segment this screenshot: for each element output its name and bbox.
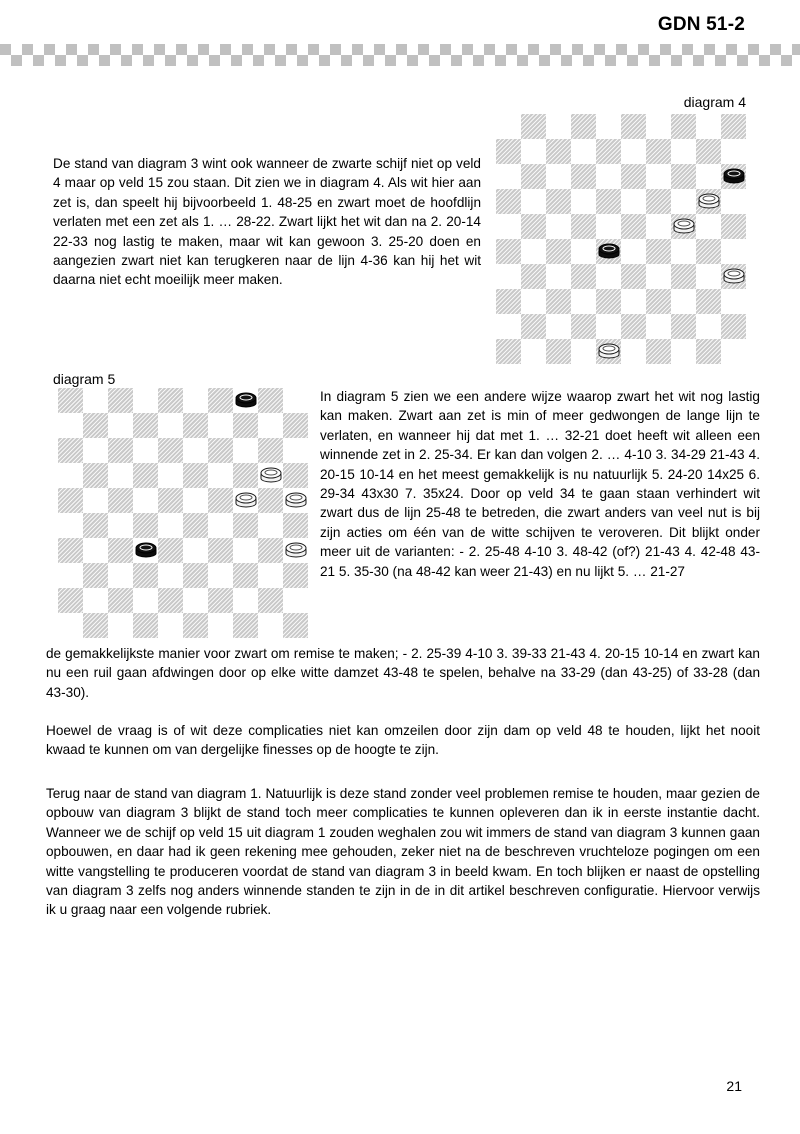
board-square-light: [83, 438, 108, 463]
board-square-dark: [596, 139, 621, 164]
white-piece: [598, 343, 619, 360]
board-square-dark: [671, 164, 696, 189]
board-square-light: [646, 264, 671, 289]
diagram-4-caption: diagram 4: [683, 94, 746, 110]
board-square-light: [596, 114, 621, 139]
board-square-light: [496, 264, 521, 289]
board-square-light: [233, 388, 258, 413]
board-square-light: [696, 314, 721, 339]
board-square-dark: [133, 613, 158, 638]
board-square-dark: [721, 114, 746, 139]
paragraph-closing: Terug naar de stand van diagram 1. Natuurlijk is deze stand zonder veel problemen remise te houden, maar gezien de opbouw van diagram 3 blijkt de stand toch meer complicaties te kunnen opleveren dan ik in eerste instantie dacht. Wanneer we de schijf op veld 15 uit diagram 1 zouden weghalen zou wit immers de stand van diagram 3 kunnen gaan opbouwen, en daar had ik geen rekening mee gehouden, zeker niet na de beschreven vruchteloze pogingen om een witte vangstelling te produceren voordat de stand van diagram 3 in beeld kwam. En toch blijken er naast de opstelling van diagram 3 zelfs nog anders winnende standen te zijn in de in dit artikel beschreven configuratie. Hiervoor verwijs ik u graag naar een volgende rubriek.: [46, 786, 760, 918]
board-square-dark: [283, 413, 308, 438]
board-square-dark: [233, 413, 258, 438]
board-square-dark: [83, 613, 108, 638]
board-square-light: [233, 538, 258, 563]
board-square-light: [283, 388, 308, 413]
paragraph-diagram5-analysis: In diagram 5 zien we een andere wijze waarop zwart het wit nog lastig kan maken. Zwart aan zet is min of meer gedwongen de lange lijn te verlaten, en wanneer hij dat met 1. … 32-21 doet heeft wit alleen een winnende zet in 2. 25-34. Er kan dan volgen 2. … 4-10 3. 34-29 21-43 4. 20-15 10-14 en het meest gemakkelijk is nu natuurlijk 5. 24-20 14x25 6. 29-34 43x30 7. 35x24. Door op veld 34 te gaan staan verhindert wit zwart dus de lijn 25-48 te betreden, die zwart anders van veel nut is bij zijn acties om één van de witte schijven te veroveren. Dit blijkt onder meer uit de varianten: - 2. 25-48 4-10 3. 48-42 (of?) 21-43 4. 42-48 43-21 5. 35-30 (na 48-42 kan weer 21-43) en nu lijkt 5. … 21-27: [320, 389, 760, 579]
board-square-light: [671, 189, 696, 214]
board-square-dark: [158, 538, 183, 563]
board-square-dark: [158, 588, 183, 613]
board-square-dark: [646, 339, 671, 364]
board-square-dark: [208, 388, 233, 413]
board-square-dark: [596, 339, 621, 364]
paragraph-variants: de gemakkelijkste manier voor zwart om remise te maken; - 2. 25-39 4-10 3. 39-33 21-43 4. 20-15 10-14 en zwart kan nu een ruil gaan afdwingen door op elke witte damzet 43-48 te spelen, behalve na 33-29 (dan 43-25) of 33-28 (dan 43-30).: [46, 646, 760, 700]
board-square-dark: [233, 513, 258, 538]
piece-inner-ring: [702, 196, 715, 202]
board-square-light: [58, 563, 83, 588]
black-piece: [598, 243, 619, 260]
board-square-light: [721, 139, 746, 164]
board-square-light: [546, 164, 571, 189]
board-square-light: [546, 314, 571, 339]
board-square-light: [258, 463, 283, 488]
board-square-dark: [646, 289, 671, 314]
board-square-dark: [571, 164, 596, 189]
board-square-dark: [571, 314, 596, 339]
board-square-light: [133, 388, 158, 413]
board-square-dark: [133, 563, 158, 588]
board-square-dark: [133, 463, 158, 488]
board-square-light: [646, 214, 671, 239]
board-square-light: [721, 239, 746, 264]
white-piece: [235, 492, 256, 509]
board-square-light: [496, 214, 521, 239]
board-square-dark: [496, 339, 521, 364]
board-square-light: [283, 538, 308, 563]
board-square-dark: [108, 588, 133, 613]
board-square-light: [133, 438, 158, 463]
board-square-dark: [671, 214, 696, 239]
board-square-dark: [571, 264, 596, 289]
board-square-dark: [671, 114, 696, 139]
board-square-light: [521, 339, 546, 364]
black-piece: [135, 542, 156, 559]
board-square-dark: [108, 538, 133, 563]
board-square-dark: [108, 488, 133, 513]
board-square-dark: [258, 438, 283, 463]
piece-inner-ring: [602, 246, 615, 252]
board-square-light: [596, 164, 621, 189]
board-square-light: [133, 488, 158, 513]
board-square-light: [283, 438, 308, 463]
diagram-5-caption: diagram 5: [53, 371, 116, 387]
board-square-dark: [158, 438, 183, 463]
board-square-dark: [258, 488, 283, 513]
board-square-light: [621, 339, 646, 364]
board-square-light: [596, 214, 621, 239]
board-square-light: [596, 264, 621, 289]
board-square-light: [208, 413, 233, 438]
board-square-light: [158, 563, 183, 588]
white-piece: [698, 193, 719, 210]
board-square-light: [671, 289, 696, 314]
board-square-light: [671, 239, 696, 264]
board-square-light: [183, 488, 208, 513]
board-square-light: [283, 588, 308, 613]
board-square-dark: [183, 513, 208, 538]
board-square-dark: [183, 413, 208, 438]
board-square-dark: [258, 388, 283, 413]
board-square-light: [646, 114, 671, 139]
board-square-dark: [621, 114, 646, 139]
board-square-dark: [283, 513, 308, 538]
board-square-dark: [133, 413, 158, 438]
piece-inner-ring: [264, 470, 277, 476]
board-square-dark: [58, 488, 83, 513]
board-square-dark: [108, 438, 133, 463]
piece-inner-ring: [239, 395, 252, 401]
board-square-dark: [183, 563, 208, 588]
draughts-board-diagram-5: [58, 388, 308, 638]
board-square-light: [671, 139, 696, 164]
board-square-dark: [546, 139, 571, 164]
black-piece: [723, 168, 744, 185]
board-square-light: [233, 438, 258, 463]
board-square-light: [571, 339, 596, 364]
board-square-dark: [571, 214, 596, 239]
board-square-dark: [521, 314, 546, 339]
board-square-dark: [521, 114, 546, 139]
board-square-dark: [521, 164, 546, 189]
board-square-light: [571, 189, 596, 214]
piece-inner-ring: [139, 545, 152, 551]
black-piece: [235, 392, 256, 409]
board-square-light: [258, 413, 283, 438]
board-square-dark: [83, 563, 108, 588]
board-square-light: [671, 339, 696, 364]
board-square-dark: [496, 139, 521, 164]
board-square-light: [133, 588, 158, 613]
board-square-light: [571, 289, 596, 314]
board-square-dark: [696, 139, 721, 164]
board-square-light: [258, 613, 283, 638]
board-square-dark: [696, 189, 721, 214]
board-square-dark: [546, 189, 571, 214]
board-square-light: [721, 339, 746, 364]
board-square-light: [83, 488, 108, 513]
board-square-light: [83, 388, 108, 413]
board-square-dark: [546, 239, 571, 264]
board-square-light: [721, 189, 746, 214]
board-square-light: [621, 139, 646, 164]
board-square-dark: [671, 314, 696, 339]
board-square-dark: [646, 239, 671, 264]
board-square-light: [183, 438, 208, 463]
board-square-light: [696, 264, 721, 289]
board-square-dark: [621, 164, 646, 189]
board-square-light: [621, 239, 646, 264]
board-square-light: [258, 563, 283, 588]
board-square-dark: [496, 189, 521, 214]
board-square-light: [521, 289, 546, 314]
board-square-light: [183, 388, 208, 413]
board-square-dark: [696, 239, 721, 264]
board-square-dark: [646, 139, 671, 164]
board-square-dark: [671, 264, 696, 289]
board-square-dark: [83, 513, 108, 538]
piece-inner-ring: [727, 271, 740, 277]
board-square-dark: [233, 613, 258, 638]
board-square-dark: [233, 463, 258, 488]
board-square-light: [58, 513, 83, 538]
page-number: 21: [726, 1078, 742, 1094]
white-piece: [673, 218, 694, 235]
board-square-dark: [721, 264, 746, 289]
board-square-dark: [696, 289, 721, 314]
board-square-dark: [596, 239, 621, 264]
piece-inner-ring: [289, 495, 302, 501]
board-square-dark: [521, 264, 546, 289]
white-piece: [723, 268, 744, 285]
board-square-light: [108, 513, 133, 538]
white-piece: [285, 492, 306, 509]
board-square-dark: [208, 538, 233, 563]
board-square-dark: [283, 613, 308, 638]
board-square-light: [571, 239, 596, 264]
board-square-light: [158, 513, 183, 538]
board-square-light: [521, 139, 546, 164]
board-square-dark: [721, 164, 746, 189]
board-square-light: [521, 239, 546, 264]
board-square-light: [83, 588, 108, 613]
white-piece: [285, 542, 306, 559]
paragraph-conclusion-note: Hoewel de vraag is of wit deze complicaties niet kan omzeilen door zijn dam op veld 48 te houden, lijkt het nooit kwaad te kunnen om van dergelijke finesses op de hoogte te zijn.: [46, 723, 760, 758]
board-square-light: [496, 114, 521, 139]
board-square-dark: [158, 488, 183, 513]
board-square-light: [108, 463, 133, 488]
board-square-dark: [258, 538, 283, 563]
board-square-light: [621, 289, 646, 314]
board-square-dark: [233, 563, 258, 588]
board-square-light: [546, 214, 571, 239]
board-square-dark: [208, 488, 233, 513]
board-square-dark: [208, 438, 233, 463]
board-square-dark: [283, 463, 308, 488]
board-square-dark: [83, 413, 108, 438]
board-square-light: [208, 463, 233, 488]
board-square-light: [233, 488, 258, 513]
board-square-dark: [646, 189, 671, 214]
board-square-light: [496, 314, 521, 339]
board-square-light: [158, 413, 183, 438]
board-square-light: [108, 413, 133, 438]
board-square-light: [258, 513, 283, 538]
board-square-light: [546, 114, 571, 139]
board-square-dark: [183, 463, 208, 488]
board-square-dark: [546, 289, 571, 314]
board-square-light: [83, 538, 108, 563]
board-square-dark: [596, 189, 621, 214]
board-square-light: [108, 613, 133, 638]
board-square-light: [208, 613, 233, 638]
board-square-light: [283, 488, 308, 513]
board-square-dark: [133, 513, 158, 538]
board-square-light: [158, 613, 183, 638]
board-square-dark: [521, 214, 546, 239]
board-square-dark: [83, 463, 108, 488]
board-square-dark: [621, 314, 646, 339]
board-square-light: [646, 314, 671, 339]
piece-inner-ring: [289, 545, 302, 551]
board-square-dark: [58, 438, 83, 463]
page-header-title: GDN 51-2: [657, 14, 745, 35]
board-square-light: [208, 563, 233, 588]
board-square-dark: [208, 588, 233, 613]
board-square-light: [58, 413, 83, 438]
board-square-dark: [621, 264, 646, 289]
board-square-light: [158, 463, 183, 488]
board-square-dark: [721, 314, 746, 339]
board-square-light: [696, 164, 721, 189]
piece-inner-ring: [239, 495, 252, 501]
piece-inner-ring: [602, 346, 615, 352]
board-square-light: [721, 289, 746, 314]
board-square-light: [696, 114, 721, 139]
board-square-light: [133, 538, 158, 563]
board-square-light: [58, 463, 83, 488]
piece-inner-ring: [727, 171, 740, 177]
board-square-dark: [158, 388, 183, 413]
board-square-dark: [621, 214, 646, 239]
board-square-dark: [496, 289, 521, 314]
board-square-dark: [546, 339, 571, 364]
board-square-dark: [183, 613, 208, 638]
board-square-light: [521, 189, 546, 214]
board-square-light: [233, 588, 258, 613]
board-square-dark: [58, 588, 83, 613]
board-square-light: [183, 538, 208, 563]
board-square-dark: [58, 388, 83, 413]
board-square-dark: [58, 538, 83, 563]
board-square-light: [646, 164, 671, 189]
board-square-light: [546, 264, 571, 289]
board-square-light: [621, 189, 646, 214]
board-square-dark: [283, 563, 308, 588]
board-square-light: [208, 513, 233, 538]
board-square-dark: [108, 388, 133, 413]
board-square-dark: [696, 339, 721, 364]
white-piece: [260, 467, 281, 484]
checkered-divider-rule: [0, 44, 800, 66]
board-square-dark: [571, 114, 596, 139]
board-square-light: [596, 314, 621, 339]
board-square-light: [183, 588, 208, 613]
paragraph-intro: De stand van diagram 3 wint ook wanneer de zwarte schijf niet op veld 4 maar op veld 15 zou staan. Dit zien we in diagram 4. Als wit hier aan zet is, dan speelt hij bijvoorbeeld 1. 48-25 en zwart moet de hoofdlijn verlaten met een zet als 1. … 28-22. Zwart lijkt het wit dan na 2. 20-14 22-33 nog lastig te maken, maar wit kan gewoon 3. 25-20 doen en aangezien zwart niet kan terugkeren naar de lijn 4-36 kan hij het wit daarna niet echt moeilijk meer maken.: [53, 156, 481, 288]
board-square-dark: [258, 588, 283, 613]
board-square-dark: [721, 214, 746, 239]
board-square-light: [108, 563, 133, 588]
board-square-light: [496, 164, 521, 189]
draughts-board-diagram-4: [496, 114, 746, 364]
piece-inner-ring: [677, 221, 690, 227]
board-square-dark: [596, 289, 621, 314]
board-square-light: [696, 214, 721, 239]
board-square-light: [58, 613, 83, 638]
board-square-dark: [496, 239, 521, 264]
board-square-light: [571, 139, 596, 164]
